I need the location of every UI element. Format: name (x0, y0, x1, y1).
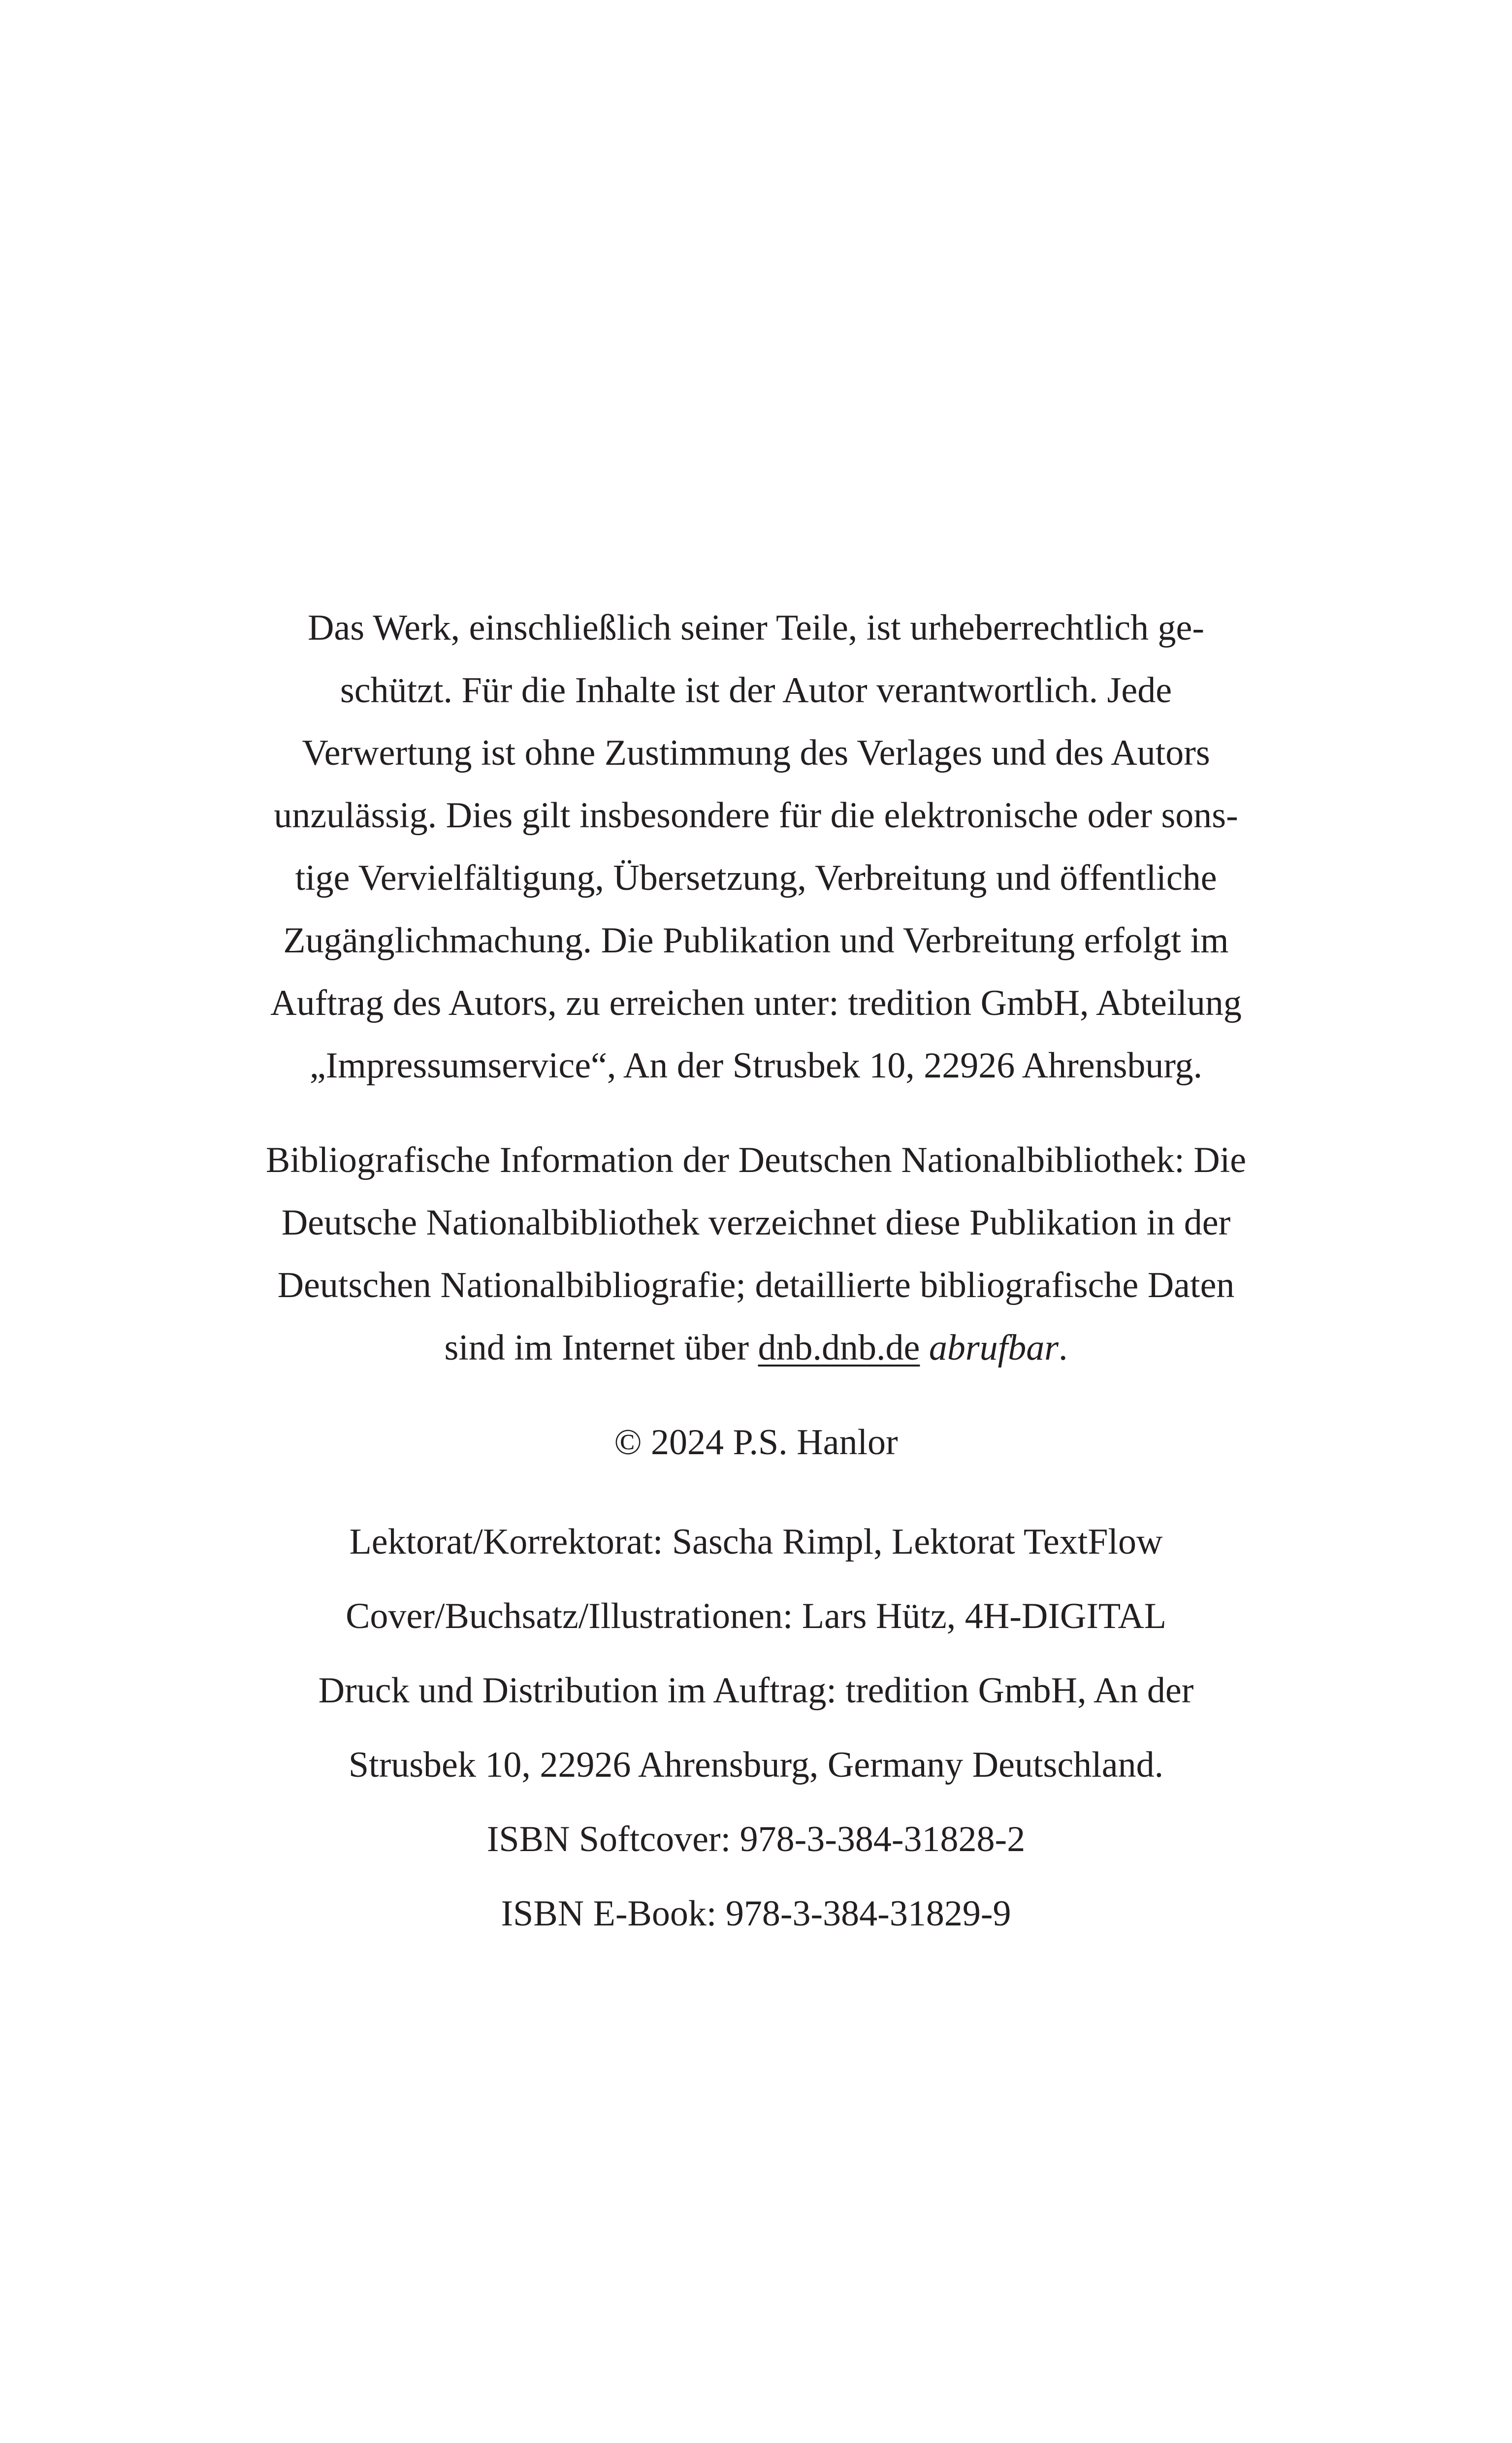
bibliographic-info-line: Deutschen Nationalbibliografie; detaillierte bibliografische Daten (277, 1265, 1235, 1305)
legal-notice-paragraph (199, 597, 1313, 1097)
legal-notice-line: Das Werk, einschließlich seiner Teile, ist urheberrechtlich ge- (307, 608, 1205, 648)
legal-notice-line: Zugänglichmachung. Die Publikation und Verbreitung erfolgt im (283, 920, 1229, 961)
bibliographic-info-space (920, 1328, 929, 1368)
isbn-softcover: ISBN Softcover: 978-3-384-31828-2 (486, 1819, 1026, 1859)
credit-editing: Lektorat/Korrektorat: Sascha Rimpl, Lektorat TextFlow (349, 1522, 1163, 1562)
copyright-line: © 2024 P.S. Hanlor (614, 1422, 898, 1463)
bibliographic-info-suffix: . (1059, 1328, 1068, 1368)
legal-notice-line: „Impressumservice“, An der Strusbek 10, 22926 Ahrensburg. (309, 1045, 1203, 1086)
legal-notice-line: tige Vervielfältigung, Übersetzung, Verbreitung und öffentliche (295, 858, 1217, 898)
credit-distribution-address: Strusbek 10, 22926 Ahrensburg, Germany Deutschland. (348, 1745, 1164, 1785)
legal-notice-line: unzulässig. Dies gilt insbesondere für die elektronische oder sons- (274, 795, 1238, 836)
credit-cover-design: Cover/Buchsatz/Illustrationen: Lars Hütz, 4H-DIGITAL (346, 1596, 1166, 1636)
copyright-notice (199, 1411, 1313, 1474)
bibliographic-info-paragraph (199, 1129, 1313, 1379)
bibliographic-info-prefix: sind im Internet über (444, 1328, 758, 1368)
legal-notice-line: schützt. Für die Inhalte ist der Autor verantwortlich. Jede (340, 670, 1172, 711)
bibliographic-info-last-line (199, 1317, 1313, 1379)
bibliographic-info-line: Deutsche Nationalbibliothek verzeichnet diese Publikation in der (281, 1203, 1231, 1243)
dnb-link[interactable]: dnb.dnb.de (758, 1328, 920, 1368)
credits-block (199, 1505, 1313, 1951)
legal-notice-line: Auftrag des Autors, zu erreichen unter: tredition GmbH, Abteilung (270, 983, 1242, 1023)
bibliographic-info-line: Bibliografische Information der Deutschen Nationalbibliothek: Die (265, 1140, 1247, 1180)
bibliographic-info-italic: abrufbar (929, 1328, 1059, 1368)
isbn-ebook: ISBN E-Book: 978-3-384-31829-9 (501, 1893, 1011, 1934)
legal-notice-line: Verwertung ist ohne Zustimmung des Verlages und des Autors (302, 733, 1210, 773)
credit-distribution: Druck und Distribution im Auftrag: tredition GmbH, An der (318, 1670, 1194, 1711)
